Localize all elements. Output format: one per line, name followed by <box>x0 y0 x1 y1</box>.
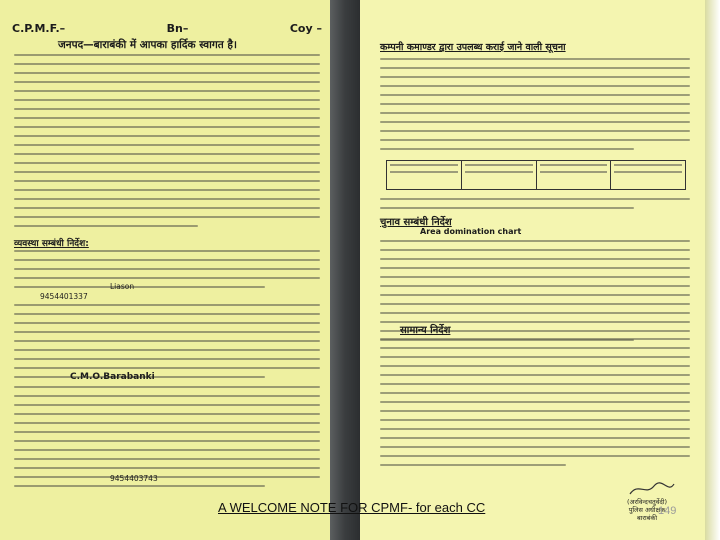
seal-district: बाराबंकी <box>636 514 658 522</box>
phone-number-a: 9454401337 <box>40 292 88 301</box>
slide-caption: A WELCOME NOTE FOR CPMF- for each CC <box>218 500 486 515</box>
liason-officer: Liason <box>110 282 135 291</box>
deployment-table <box>386 160 686 190</box>
left-document-page <box>0 0 330 540</box>
table-cell <box>537 161 612 189</box>
company-commander-heading: कम्पनी कमाण्डर द्वारा उपलब्ध कराई जाने वाली सूचना <box>380 42 566 53</box>
election-directions-title: चुनाव सम्बंधी निर्देश <box>380 217 452 228</box>
phone-number-b: 9454403743 <box>110 474 158 483</box>
table-cell <box>462 161 537 189</box>
arrangement-section-title: व्यवस्था सम्बंधी निर्देश: <box>14 239 89 249</box>
area-domination-term: Area domination chart <box>420 227 522 236</box>
cmo-officer: C.M.O.Barabanki <box>70 372 155 382</box>
right-document-page <box>360 0 705 540</box>
seal-name: (अरविन्दचतुर्वेदी) <box>626 498 668 506</box>
seal-title: पुलिस अधीक्षक <box>628 506 666 514</box>
contact-list <box>14 304 320 385</box>
table-cell <box>611 161 685 189</box>
page-number: 149 <box>658 505 677 517</box>
book-binding <box>330 0 360 540</box>
notice-paragraph <box>380 58 690 157</box>
intro-paragraph <box>14 54 320 234</box>
welcome-heading: जनपद—बाराबंकी में आपका हार्दिक स्वागत है। <box>58 39 237 51</box>
cpmf-label: C.P.M.F.– <box>12 22 66 35</box>
arrangement-paragraph <box>14 250 320 295</box>
page-edge <box>705 0 720 540</box>
cpmf-header-line <box>12 22 322 35</box>
general-directions-title: सामान्य निर्देश <box>400 325 451 336</box>
battalion-label: Bn– <box>166 22 189 35</box>
signature-scrawl <box>628 480 676 498</box>
table-cell <box>387 161 462 189</box>
general-directions-list <box>380 338 690 473</box>
company-label: Coy – <box>289 22 322 35</box>
contact-list-continued <box>14 386 320 494</box>
